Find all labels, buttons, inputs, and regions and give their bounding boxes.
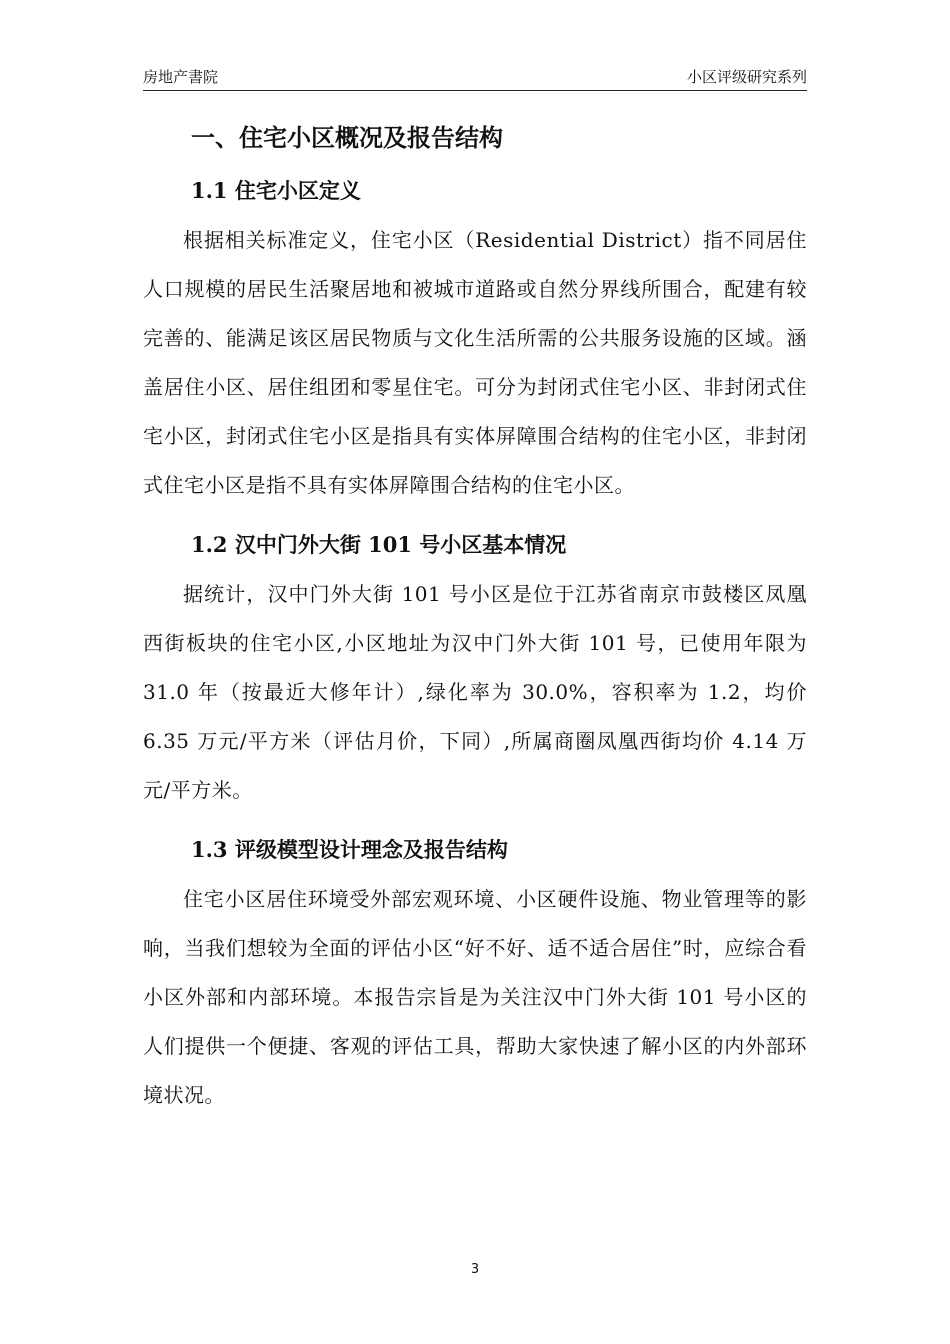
header-series: 小区评级研究系列 <box>686 68 807 86</box>
page-header <box>143 66 807 91</box>
subsection-body-1-1: 根据相关标准定义，住宅小区（Residential District）指不同居住人口规模的居民生活聚居地和被城市道路或自然分界线所围合，配建有较完善的、能满足该区居民物质与文化生活所需的公共服务设施的区域。涵盖居住小区、居住组团和零星住宅。可分为封闭式住宅小区、非封闭式住宅小区，封闭式住宅小区是指具有实体屏障围合结构的住宅小区，非封闭式住宅小区是指不具有实体屏障围合结构的住宅小区。 <box>143 228 807 497</box>
subsection-title-1-1: 1.1 住宅小区定义 <box>191 178 361 203</box>
section-title: 一、住宅小区概况及报告结构 <box>191 123 503 152</box>
page-content <box>143 112 807 1120</box>
header-publisher: 房地产書院 <box>143 68 219 86</box>
subsection-body-1-2: 据统计，汉中门外大街 101 号小区是位于江苏省南京市鼓楼区凤凰西街板块的住宅小区,小区地址为汉中门外大街 101 号，已使用年限为 31.0 年（按最近大修年计）,绿化率为 30.0%，容积率为 1.2，均价 6.35 万元/平方米（评估月价，下同）,所属商圈凤凰西街均价 4.14 万元/平方米。 <box>143 582 807 802</box>
subsection-title-1-3: 1.3 评级模型设计理念及报告结构 <box>191 837 508 862</box>
subsection-title-1-2: 1.2 汉中门外大街 101 号小区基本情况 <box>191 532 567 557</box>
subsection-body-1-3: 住宅小区居住环境受外部宏观环境、小区硬件设施、物业管理等的影响，当我们想较为全面的评估小区“好不好、适不适合居住”时，应综合看小区外部和内部环境。本报告宗旨是为关注汉中门外大街 101 号小区的人们提供一个便捷、客观的评估工具，帮助大家快速了解小区的内外部环境状况。 <box>143 887 807 1107</box>
page-number: 3 <box>470 1262 480 1277</box>
